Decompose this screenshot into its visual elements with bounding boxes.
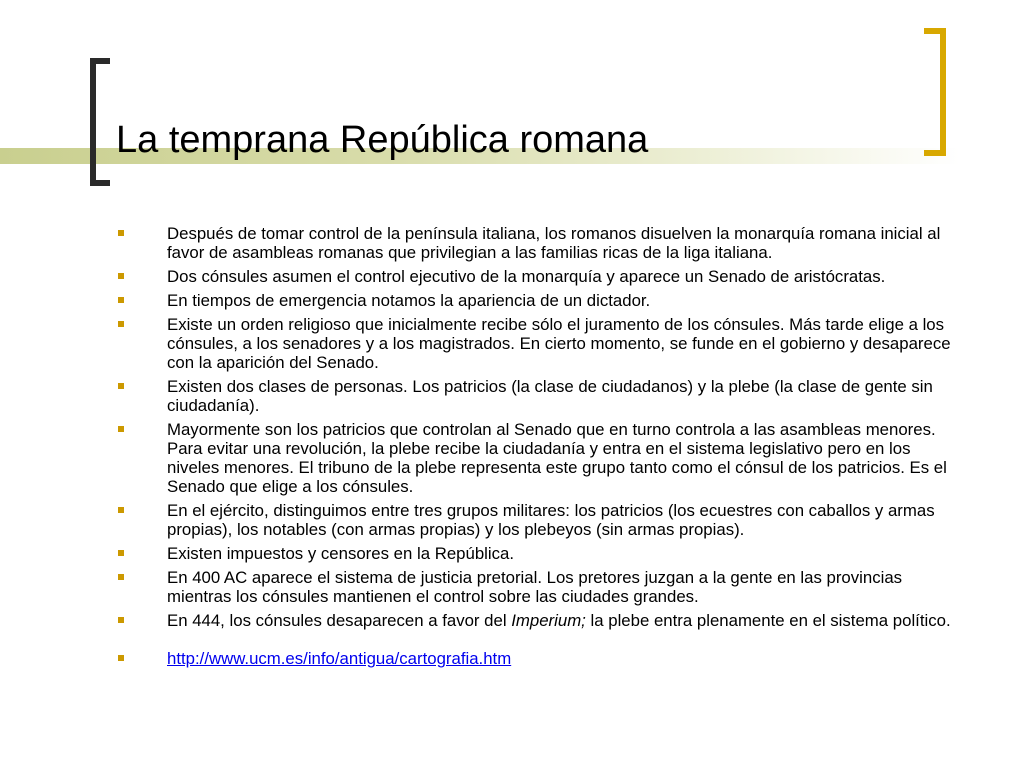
square-bullet-icon: [118, 574, 124, 580]
bullet-item: [118, 501, 954, 539]
bullet-item: [118, 420, 954, 496]
square-bullet-icon: [118, 297, 124, 303]
bullet-text: Existen impuestos y censores en la República.: [167, 544, 514, 563]
bullet-item: [118, 291, 954, 310]
square-bullet-icon: [118, 655, 124, 661]
bullet-item: [118, 315, 954, 372]
square-bullet-icon: [118, 550, 124, 556]
bullet-text: En 400 AC aparece el sistema de justicia pretorial. Los pretores juzgan a la gente en las provincias mientras los cónsules mantienen el control sobre las ciudades grandes.: [167, 568, 903, 606]
right-bracket-decoration: [924, 28, 946, 156]
bullet-text-after: la plebe entra plenamente en el sistema político.: [585, 611, 951, 630]
square-bullet-icon: [118, 507, 124, 513]
bullet-item: [118, 224, 954, 262]
bullet-text: En el ejército, distinguimos entre tres grupos militares: los patricios (los ecuestres con caballos y armas propias), los notables (con armas propias) y los plebeyos (sin armas propias).: [167, 501, 935, 539]
bullet-text: Existen dos clases de personas. Los patricios (la clase de ciudadanos) y la plebe (la clase de gente sin ciudadanía).: [167, 377, 933, 415]
bullet-text: [167, 611, 951, 630]
link-item: [118, 649, 954, 668]
bullet-item: [118, 568, 954, 606]
bullet-text: Mayormente son los patricios que controlan al Senado que en turno controla a las asambleas menores. Para evitar una revolución, la plebe recibe la ciudadanía y entra en el sistema legislativo pero en los niveles menores. El tribuno de la plebe representa este grupo tanto como el cónsul de los patricios. Es el Senado que elige a los cónsules.: [167, 420, 947, 496]
bullet-text: Después de tomar control de la península italiana, los romanos disuelven la monarquía romana inicial al favor de asambleas romanas que privilegian a las familias ricas de la liga italiana.: [167, 224, 941, 262]
bullet-text-before: En 444, los cónsules desaparecen a favor del: [167, 611, 512, 630]
square-bullet-icon: [118, 273, 124, 279]
bullet-item: [118, 267, 954, 286]
bullet-text: Existe un orden religioso que inicialmente recibe sólo el juramento de los cónsules. Más tarde elige a los cónsules, a los senadores y a los magistrados. En cierto momento, se funde en el gobierno y desaparece con la aparición del Senado.: [167, 315, 951, 372]
bullet-item: [118, 377, 954, 415]
source-link[interactable]: http://www.ucm.es/info/antigua/cartografia.htm: [167, 649, 512, 668]
square-bullet-icon: [118, 230, 124, 236]
square-bullet-icon: [118, 383, 124, 389]
square-bullet-icon: [118, 617, 124, 623]
square-bullet-icon: [118, 426, 124, 432]
bullet-text: En tiempos de emergencia notamos la apariencia de un dictador.: [167, 291, 651, 310]
bullet-item: [118, 544, 954, 563]
bullet-list: [118, 224, 954, 673]
square-bullet-icon: [118, 321, 124, 327]
imperium-emphasis: Imperium;: [511, 611, 586, 630]
bullet-text: Dos cónsules asumen el control ejecutivo de la monarquía y aparece un Senado de aristócratas.: [167, 267, 886, 286]
slide-title: La temprana República romana: [116, 119, 649, 161]
bullet-item: [118, 611, 954, 630]
left-bracket-decoration: [90, 58, 110, 186]
